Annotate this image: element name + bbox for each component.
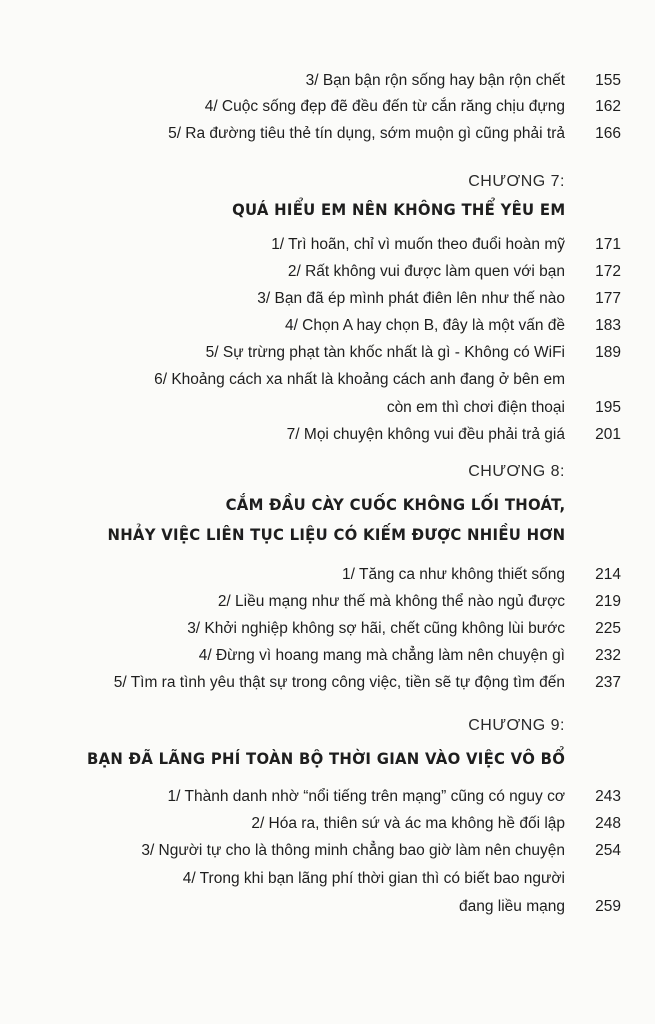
toc-entry xyxy=(0,563,655,587)
entry-title: 4/ Cuộc sống đẹp đẽ đều đến từ cắn răng chịu đựng xyxy=(204,98,565,115)
entry-title: 4/ Chọn A hay chọn B, đây là một vấn đề xyxy=(284,317,565,334)
page-number: 248 xyxy=(595,815,621,832)
toc-entry xyxy=(0,785,655,809)
entry-title: 3/ Bạn đã ép mình phát điên lên như thế nào xyxy=(257,290,565,307)
toc-entry xyxy=(0,423,655,447)
toc-entry xyxy=(0,617,655,641)
chapter-title: CẮM ĐẦU CÀY CUỐC KHÔNG LỐI THOÁT, xyxy=(225,495,565,514)
chapter-label: CHƯƠNG 9: xyxy=(468,717,565,734)
entry-title: 1/ Trì hoãn, chỉ vì muốn theo đuổi hoàn mỹ xyxy=(271,236,565,253)
page-number: 162 xyxy=(595,98,621,115)
chapter-title: QUÁ HIỂU EM NÊN KHÔNG THỂ YÊU EM xyxy=(231,200,565,219)
page-number: 219 xyxy=(595,593,621,610)
entry-title: còn em thì chơi điện thoại xyxy=(386,399,565,416)
entry-title: 2/ Hóa ra, thiên sứ và ác ma không hề đối lập xyxy=(251,815,565,832)
entry-title: 5/ Ra đường tiêu thẻ tín dụng, sớm muộn gì cũng phải trả xyxy=(168,125,565,142)
entry-title: 4/ Trong khi bạn lãng phí thời gian thì có biết bao người xyxy=(182,870,565,887)
page-number: 155 xyxy=(595,72,621,89)
toc-entry xyxy=(0,644,655,668)
toc-entry xyxy=(0,69,655,93)
toc-entry xyxy=(0,233,655,257)
toc-entry xyxy=(0,341,655,365)
page-number: 254 xyxy=(595,842,621,859)
page-number: 171 xyxy=(595,236,621,253)
page-number: 243 xyxy=(595,788,621,805)
entry-title: 3/ Người tự cho là thông minh chẳng bao giờ làm nên chuyện xyxy=(141,842,565,859)
entry-title: 5/ Sự trừng phạt tàn khốc nhất là gì - Không có WiFi xyxy=(205,344,565,361)
toc-entry xyxy=(0,287,655,311)
toc-entry xyxy=(0,867,655,891)
toc-entry xyxy=(0,396,655,420)
toc-entry xyxy=(0,812,655,836)
entry-title: 7/ Mọi chuyện không vui đều phải trả giá xyxy=(286,426,565,443)
entry-title: 1/ Thành danh nhờ “nổi tiếng trên mạng” cũng có nguy cơ xyxy=(167,788,565,805)
page-number: 259 xyxy=(595,898,621,915)
entry-title: 5/ Tìm ra tình yêu thật sự trong công việc, tiền sẽ tự động tìm đến xyxy=(113,674,565,691)
toc-entry xyxy=(0,839,655,863)
toc-entry xyxy=(0,671,655,695)
toc-entry xyxy=(0,122,655,146)
entry-title: 1/ Tăng ca như không thiết sống xyxy=(342,566,565,583)
page-number: 172 xyxy=(595,263,621,280)
toc-entry xyxy=(0,368,655,392)
toc-entry xyxy=(0,260,655,284)
page-number: 166 xyxy=(595,125,621,142)
chapter-title: NHẢY VIỆC LIÊN TỤC LIỆU CÓ KIẾM ĐƯỢC NHIỀU HƠN xyxy=(107,525,565,544)
entry-title: đang liều mạng xyxy=(459,898,565,915)
page-number: 183 xyxy=(595,317,621,334)
chapter-label: CHƯƠNG 7: xyxy=(468,173,565,190)
entry-title: 2/ Liều mạng như thế mà không thể nào ngủ được xyxy=(217,593,565,610)
chapter-label: CHƯƠNG 8: xyxy=(468,463,565,480)
page-number: 214 xyxy=(595,566,621,583)
toc-entry xyxy=(0,314,655,338)
page-number: 225 xyxy=(595,620,621,637)
entry-title: 3/ Bạn bận rộn sống hay bận rộn chết xyxy=(305,72,565,89)
toc-entry xyxy=(0,590,655,614)
entry-title: 2/ Rất không vui được làm quen với bạn xyxy=(287,263,565,280)
entry-title: 3/ Khởi nghiệp không sợ hãi, chết cũng không lùi bước xyxy=(187,620,565,637)
page-number: 232 xyxy=(595,647,621,664)
page-number: 195 xyxy=(595,399,621,416)
page-number: 237 xyxy=(595,674,621,691)
entry-title: 4/ Đừng vì hoang mang mà chẳng làm nên chuyện gì xyxy=(198,647,565,664)
toc-entry xyxy=(0,895,655,919)
page-number: 189 xyxy=(595,344,621,361)
toc-entry xyxy=(0,95,655,119)
entry-title: 6/ Khoảng cách xa nhất là khoảng cách anh đang ở bên em xyxy=(154,371,565,388)
page-number: 177 xyxy=(595,290,621,307)
chapter-title: BẠN ĐÃ LÃNG PHÍ TOÀN BỘ THỜI GIAN VÀO VIỆC VÔ BỔ xyxy=(86,749,565,768)
page-number: 201 xyxy=(595,426,621,443)
